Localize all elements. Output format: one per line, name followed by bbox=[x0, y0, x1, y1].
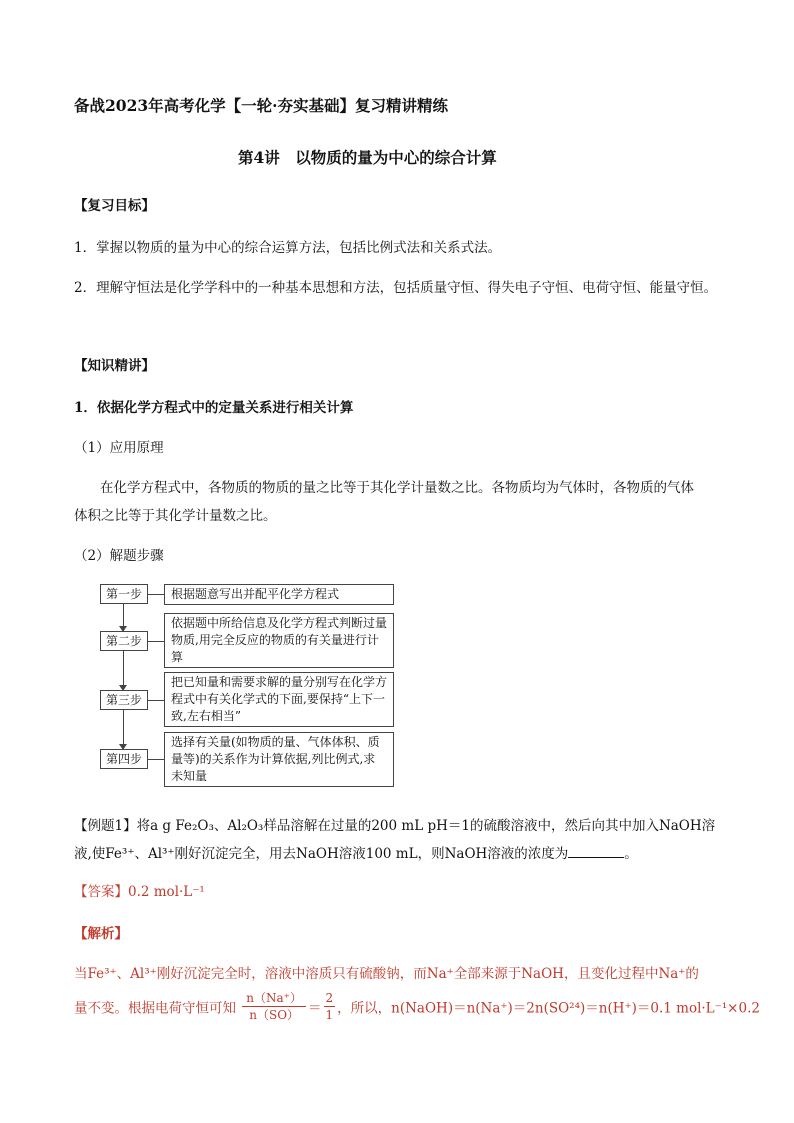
value-fraction bbox=[324, 990, 336, 1023]
step-desc-3: 把已知量和需要求解的量分别写在化学方程式中有关化学式的下面,要保持“上下一致,左右相当” bbox=[164, 672, 394, 727]
subheading-steps: （2）解题步骤 bbox=[74, 548, 164, 564]
connector-line bbox=[123, 709, 124, 749]
value-denominator: 1 bbox=[325, 1008, 334, 1022]
goal-item-1: 1．掌握以物质的量为中心的综合运算方法，包括比例式法和关系式法。 bbox=[74, 240, 502, 256]
solution-line2 bbox=[74, 990, 760, 1023]
example-question-line1: 【例题1】将a g Fe₂O₃、Al₂O₃样品溶解在过量的200 mL pH＝1的硫酸溶液中，然后向其中加入NaOH溶 bbox=[74, 818, 716, 834]
knowledge-heading: 【知识精讲】 bbox=[74, 358, 155, 374]
principle-paragraph-line2: 体积之比等于其化学计量数之比。 bbox=[74, 508, 277, 524]
step-label-3: 第三步 bbox=[100, 690, 148, 710]
example-question-end: 。 bbox=[624, 846, 638, 862]
principle-paragraph-line1: 在化学方程式中，各物质的物质的量之比等于其化学计量数之比。各物质均为气体时，各物质的气体 bbox=[100, 480, 694, 496]
goals-heading: 【复习目标】 bbox=[74, 198, 155, 214]
document-title: 备战2023年高考化学【一轮·夯实基础】复习精讲精练 bbox=[74, 96, 449, 115]
ratio-denominator: n（SO） bbox=[249, 1008, 300, 1022]
connector-line bbox=[123, 650, 124, 690]
step-desc-2: 依据题中所给信息及化学方程式判断过量物质,用完全反应的物质的有关量进行计算 bbox=[164, 613, 394, 668]
solution-steps-flowchart bbox=[100, 584, 400, 790]
ratio-numerator: n（Na⁺） bbox=[242, 990, 306, 1007]
example-question-line2 bbox=[74, 842, 638, 862]
solution-line2-end: ，所以，n(NaOH)＝n(Na⁺)＝2n(SO²⁴)＝n(H⁺)＝0.1 mol·L⁻¹×0.2 bbox=[337, 1000, 760, 1017]
solution-line2-start: 量不变。根据电荷守恒可知 bbox=[74, 1000, 236, 1017]
solution-line1: 当Fe³⁺、Al³⁺刚好沉淀完全时，溶液中溶质只有硫酸钠，而Na⁺全部来源于NaOH，且变化过程中Na⁺的 bbox=[74, 966, 699, 982]
ratio-fraction bbox=[242, 990, 306, 1023]
subheading-principle: （1）应用原理 bbox=[74, 440, 164, 456]
goal-item-2: 2．理解守恒法是化学学科中的一种基本思想和方法，包括质量守恒、得失电子守恒、电荷守恒、能量守恒。 bbox=[74, 280, 718, 296]
step-connector bbox=[148, 641, 164, 642]
step-connector bbox=[148, 594, 164, 595]
answer-line: 【答案】0.2 mol·L⁻¹ bbox=[74, 884, 205, 900]
topic-heading: 1．依据化学方程式中的定量关系进行相关计算 bbox=[74, 400, 354, 416]
value-numerator: 2 bbox=[325, 991, 334, 1005]
equals-sign: ＝ bbox=[308, 1000, 322, 1017]
step-desc-4: 选择有关量(如物质的量、气体体积、质量等)的关系作为计算依据,列比例式,求未知量 bbox=[164, 732, 394, 787]
step-desc-1: 根据题意写出并配平化学方程式 bbox=[164, 584, 394, 605]
lesson-title: 第4讲 以物质的量为中心的综合计算 bbox=[238, 148, 497, 167]
step-label-1: 第一步 bbox=[100, 584, 148, 604]
answer-blank bbox=[568, 845, 624, 858]
example-question-text: 液,使Fe³⁺、Al³⁺刚好沉淀完全，用去NaOH溶液100 mL，则NaOH溶液的浓度为 bbox=[74, 846, 569, 862]
step-connector bbox=[148, 759, 164, 760]
explanation-heading: 【解析】 bbox=[74, 926, 128, 942]
step-label-4: 第四步 bbox=[100, 749, 148, 769]
step-label-2: 第二步 bbox=[100, 631, 148, 651]
step-connector bbox=[148, 700, 164, 701]
